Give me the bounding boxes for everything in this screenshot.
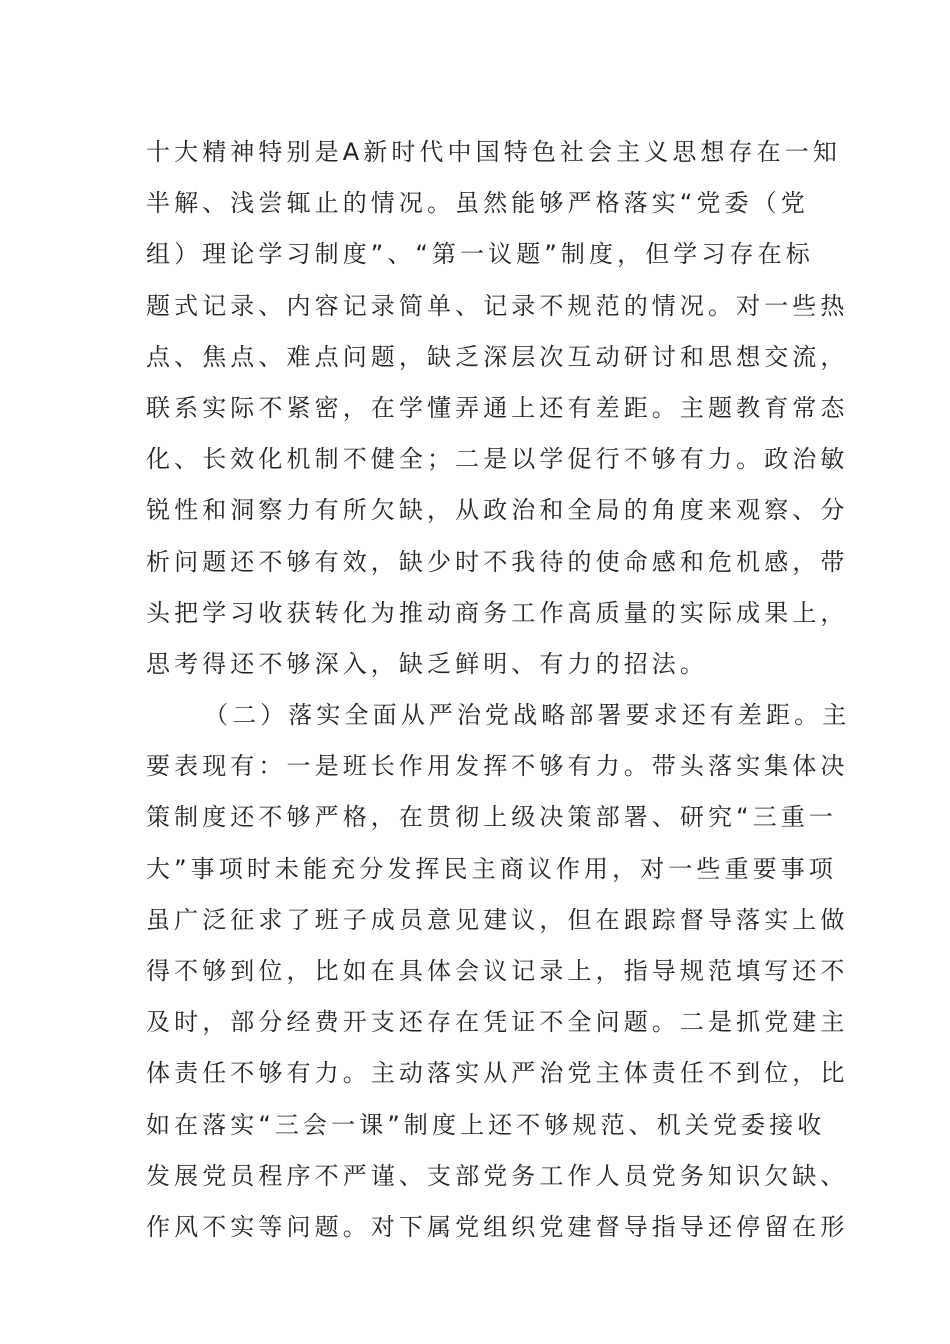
text-line: 作风不实等问题。对下属党组织党建督导指导还停留在形 [146,1212,849,1241]
text-line: 体责任不够有力。主动落实从严治党主体责任不到位，比 [146,1059,849,1088]
text-line: 及时，部分经费开支还存在凭证不全问题。二是抓党建主 [146,1008,849,1037]
text-line: 半解、浅尝辄止的情况。虽然能够严格落实“党委（党 [146,189,809,218]
text-line: 题式记录、内容记录简单、记录不规范的情况。对一些热 [146,291,849,320]
text-line: 锐性和洞察力有所欠缺，从政治和全局的角度来观察、分 [146,496,849,525]
text-line: 点、焦点、难点问题，缺乏深层次互动研讨和思想交流， [146,342,849,371]
text-line: 虽广泛征求了班子成员意见建议，但在跟踪督导落实上做 [146,905,849,934]
text-line: 十大精神特别是A新时代中国特色社会主义思想存在一知 [146,138,841,166]
text-line: 化、长效化机制不健全；二是以学促行不够有力。政治敏 [146,445,849,474]
text-line: 发展党员程序不严谨、支部党务工作人员党务知识欠缺、 [146,1161,849,1190]
text-line: 头把学习收获转化为推动商务工作高质量的实际成果上， [146,598,849,627]
section-heading-line: （二）落实全面从严治党战略部署要求还有差距。主 [204,701,851,730]
text-line: 思考得还不够深入，缺乏鲜明、有力的招法。 [146,649,708,678]
body-text [146,127,851,1253]
text-line: 如在落实“三会一课”制度上还不够规范、机关党委接收 [146,1110,826,1139]
text-line: 大”事项时未能充分发挥民主商议作用，对一些重要事项 [146,854,837,883]
text-line: 得不够到位，比如在具体会议记录上，指导规范填写还不 [146,957,849,985]
text-line: 析问题还不够有效，缺少时不我待的使命感和危机感，带 [146,547,849,576]
text-line: 要表现有：一是班长作用发挥不够有力。带头落实集体决 [146,752,849,781]
text-line: 联系实际不紧密，在学懂弄通上还有差距。主题教育常态 [146,393,849,422]
text-line: 策制度还不够严格，在贯彻上级决策部署、研究“三重一 [146,803,837,832]
text-line: 组）理论学习制度”、“第一议题”制度，但学习存在标 [146,240,814,269]
